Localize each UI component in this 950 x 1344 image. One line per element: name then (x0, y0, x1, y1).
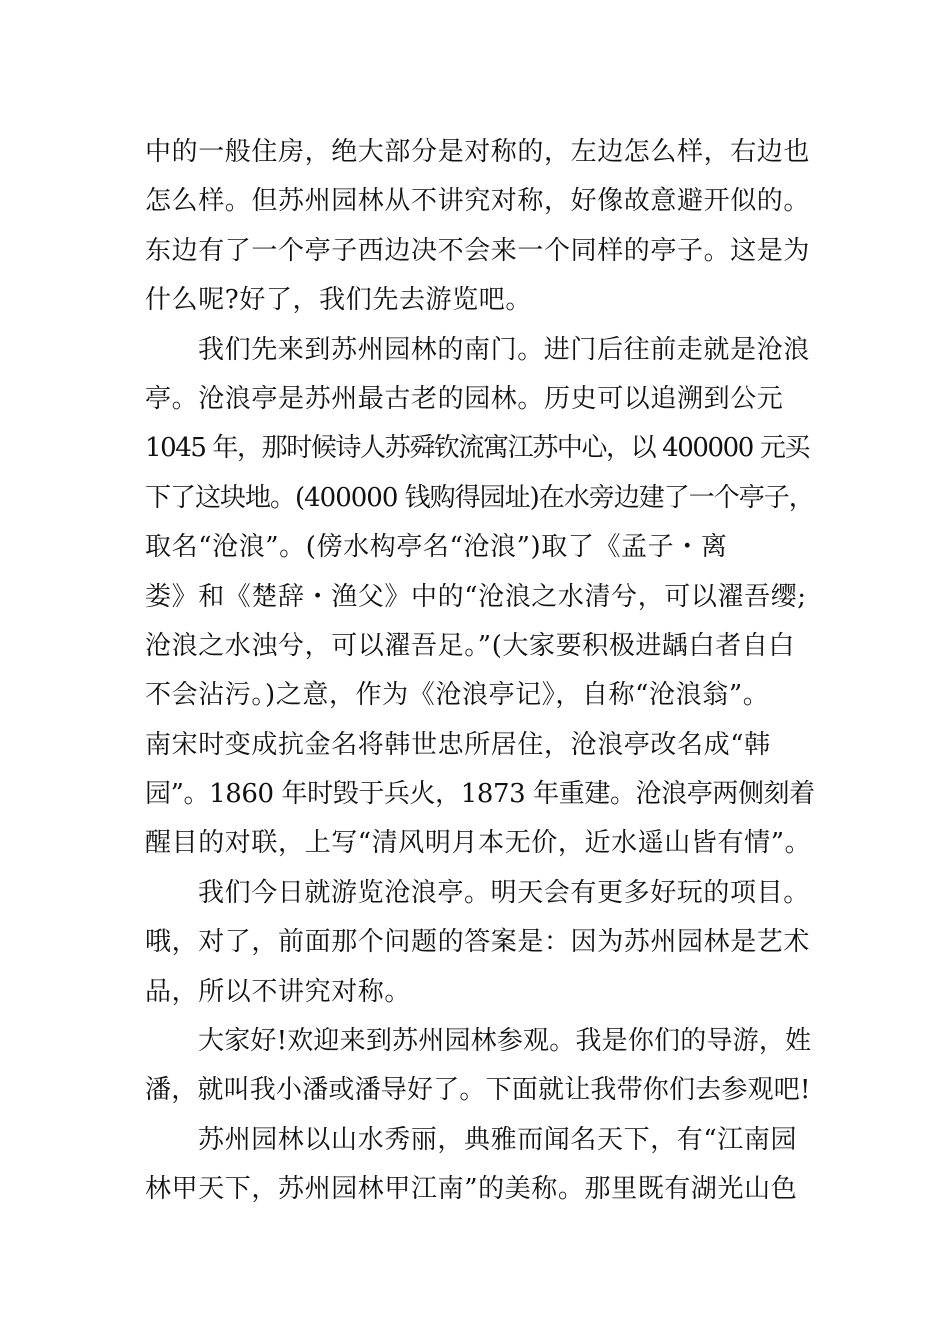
text-line: 醒目的对联，上写“清风明月本无价，近水遥山皆有情”。 (145, 828, 812, 859)
paragraph-first-line: 大家好!欢迎来到苏州园林参观。我是你们的导游，姓 (198, 1026, 812, 1057)
paragraph-first-line: 我们今日就游览沧浪亭。明天会有更多好玩的项目。 (198, 877, 810, 908)
text-line: 园”。1860 年时毁于兵火，1873 年重建。沧浪亭两侧刻着 (145, 779, 815, 810)
document-body (145, 128, 815, 1215)
text-line: 亭。沧浪亭是苏州最古老的园林。历史可以追溯到公元 (145, 383, 784, 414)
text-line: 南宋时变成抗金名将韩世忠所居住，沧浪亭改名成“韩 (145, 729, 771, 760)
text-line: 沧浪之水浊兮，可以濯吾足。”(大家要积极进龋白者自白 (145, 630, 796, 661)
text-line: 中的一般住房，绝大部分是对称的，左边怎么样，右边也 (145, 137, 811, 167)
text-line: 娄》和《楚辞・渔父》中的“沧浪之水清兮，可以濯吾缨; (145, 581, 807, 612)
text-line: 东边有了一个亭子西边决不会来一个同样的亭子。这是为 (145, 235, 811, 266)
text-line: 1045 年，那时候诗人苏舜钦流寓江苏中心，以 400000 元买 (145, 433, 810, 464)
text-line: 哦，对了，前面那个问题的答案是：因为苏州园林是艺术 (145, 927, 811, 958)
text-line: 品，所以不讲究对称。 (145, 976, 412, 1007)
text-line: 下了这块地。(400000 钱购得园址)在水旁边建了一个亭子， (145, 482, 814, 513)
text-line: 什么呢?好了，我们先去游览吧。 (145, 285, 532, 316)
text-line: 潘，就叫我小潘或潘导好了。下面就让我带你们去参观吧! (145, 1075, 811, 1106)
text-line: 林甲天下，苏州园林甲江南”的美称。那里既有湖光山色 (145, 1174, 798, 1205)
paragraph-first-line: 苏州园林以山水秀丽，典雅而闻名天下，有“江南园 (198, 1124, 798, 1155)
paragraph-first-line: 我们先来到苏州园林的南门。进门后往前走就是沧浪 (198, 334, 810, 365)
text-line: 取名“沧浪”。(傍水构亭名“沧浪”)取了《孟子・离 (145, 532, 728, 563)
text-line: 怎么样。但苏州园林从不讲究对称，好像故意避开似的。 (145, 186, 811, 217)
text-line: 不会沾污。)之意，作为《沧浪亭记》，自称“沧浪翁”。 (145, 680, 770, 711)
